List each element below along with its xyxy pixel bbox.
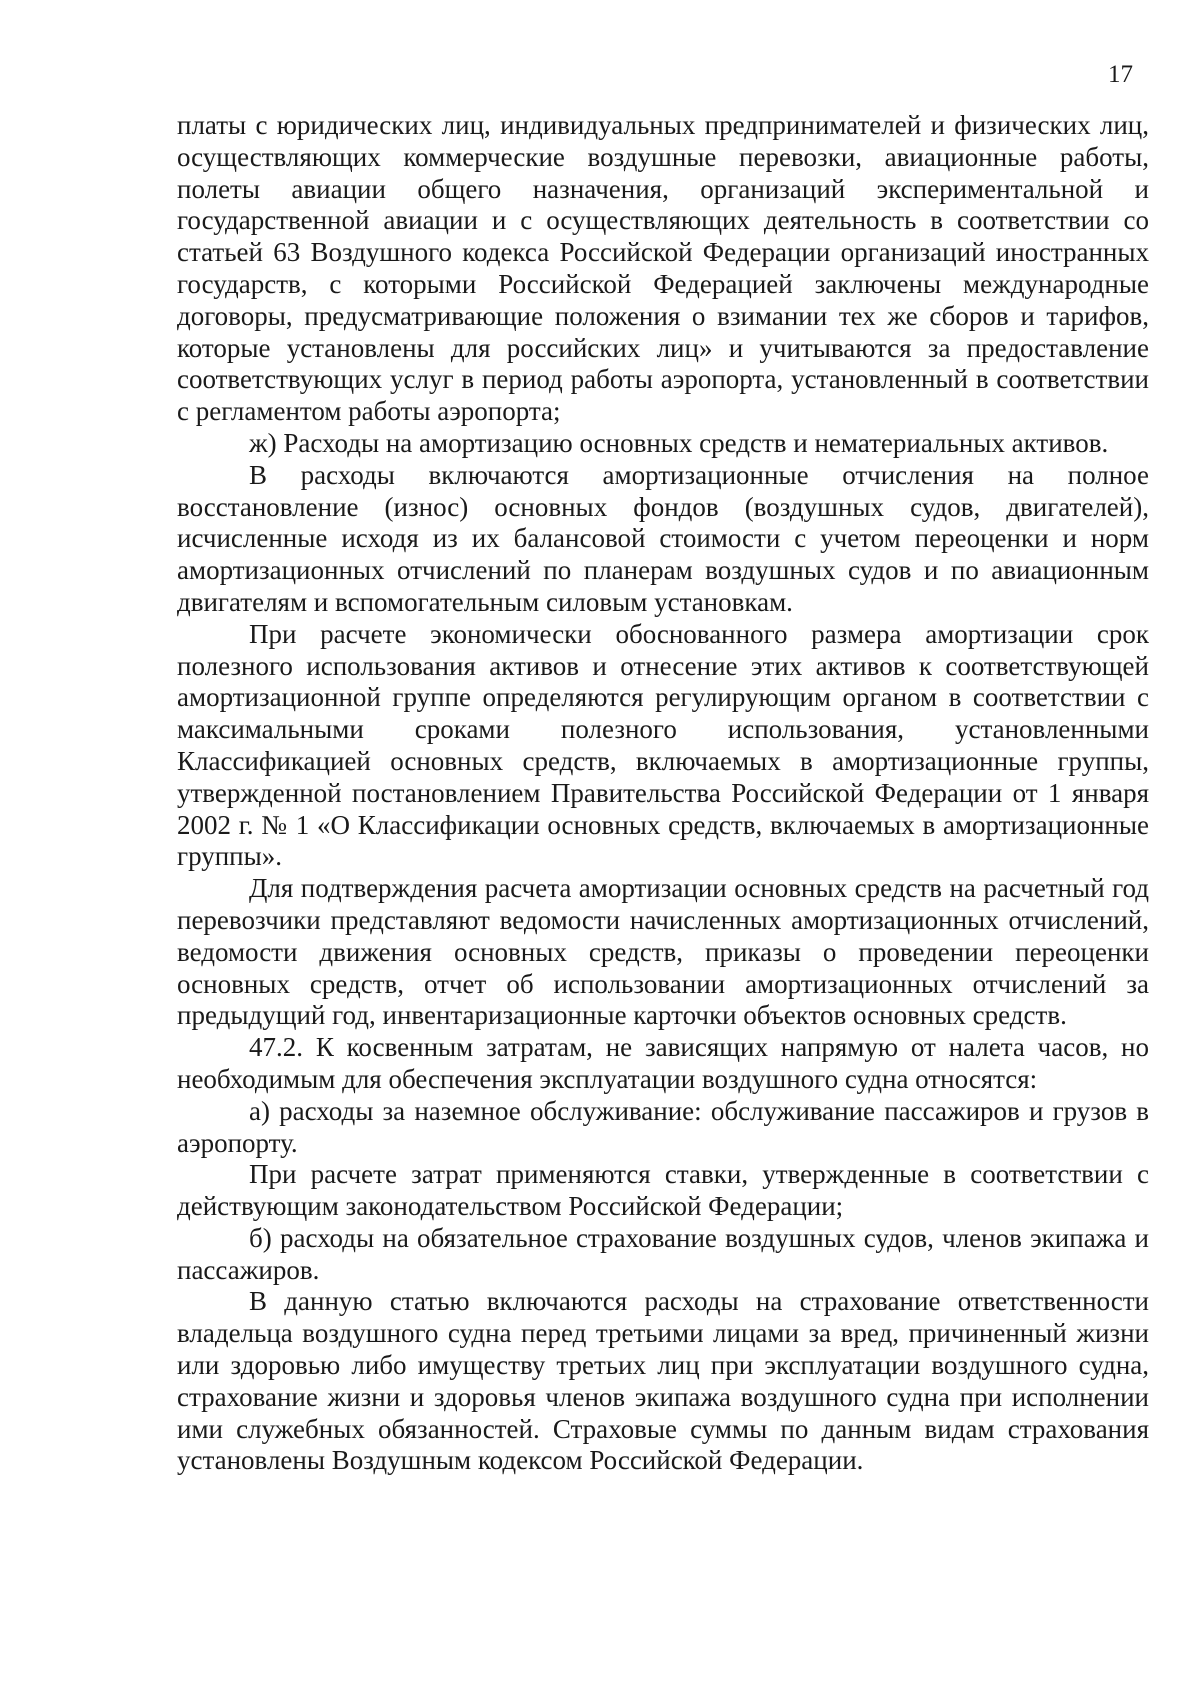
paragraph-insurance-liability: В данную статью включаются расходы на страхование ответственности владельца воздушного судна перед третьими лицами за вред, причиненный жизни или здоровью либо имуществу третьих лиц при эксплуатации воздушного судна, страхование жизни и здоровья членов экипажа воздушного судна при исполнении ими служебных обязанностей. Страховые суммы по данным видам страхования установлены Воздушным кодексом Российской Федерации. [177,1286,1149,1476]
paragraph-useful-life: При расчете экономически обоснованного размера амортизации срок полезного использования активов и отнесение этих активов к соответствующей амортизационной группе определяются регулирующим органом в соответствии с максимальными сроками полезного использования, установленными Классификацией основных средств, включаемых в амортизационные группы, утвержденной постановлением Правительства Российской Федерации от 1 января 2002 г. № 1 «О Классификации основных средств, включаемых в амортизационные группы». [177,618,1149,872]
paragraph-rates: При расчете затрат применяются ставки, утвержденные в соответствии с действующим законодательством Российской Федерации; [177,1159,1149,1222]
document-body [177,110,1149,1477]
paragraph-item-a-ground-handling: а) расходы за наземное обслуживание: обслуживание пассажиров и грузов в аэропорту. [177,1095,1149,1158]
paragraph-depreciation-included: В расходы включаются амортизационные отчисления на полное восстановление (износ) основных фондов (воздушных судов, двигателей), исчисленные исходя из их балансовой стоимости с учетом переоценки и норм амортизационных отчислений по планерам воздушных судов и по авиационным двигателям и вспомогательным силовым установкам. [177,459,1149,617]
page-number: 17 [1108,61,1133,88]
paragraph-section-47-2: 47.2. К косвенным затратам, не зависящих напрямую от налета часов, но необходимым для обеспечения эксплуатации воздушного судна относятся: [177,1032,1149,1094]
paragraph-depreciation-confirmation: Для подтверждения расчета амортизации основных средств на расчетный год перевозчики представляют ведомости начисленных амортизационных отчислений, ведомости движения основных средств, приказы о проведении переоценки основных средств, отчет об использовании амортизационных отчислений за предыдущий год, инвентаризационные карточки объектов основных средств. [177,873,1149,1031]
paragraph-fees-continuation: платы с юридических лиц, индивидуальных предпринимателей и физических лиц, осуществляющих коммерческие воздушные перевозки, авиационные работы, полеты авиации общего назначения, организаций экспериментальной и государственной авиации и с осуществляющих деятельность в соответствии со статьей 63 Воздушного кодекса Российской Федерации организаций иностранных государств, с которыми Российской Федерацией заключены международные договоры, предусматривающие положения о взимании тех же сборов и тарифов, которые установлены для российских лиц» и учитываются за предоставление соответствующих услуг в период работы аэропорта, установленный в соответствии с регламентом работы аэропорта; [177,110,1149,427]
paragraph-item-b-insurance: б) расходы на обязательное страхование воздушных судов, членов экипажа и пассажиров. [177,1222,1149,1285]
paragraph-item-zh-depreciation: ж) Расходы на амортизацию основных средств и нематериальных активов. [249,427,1109,458]
